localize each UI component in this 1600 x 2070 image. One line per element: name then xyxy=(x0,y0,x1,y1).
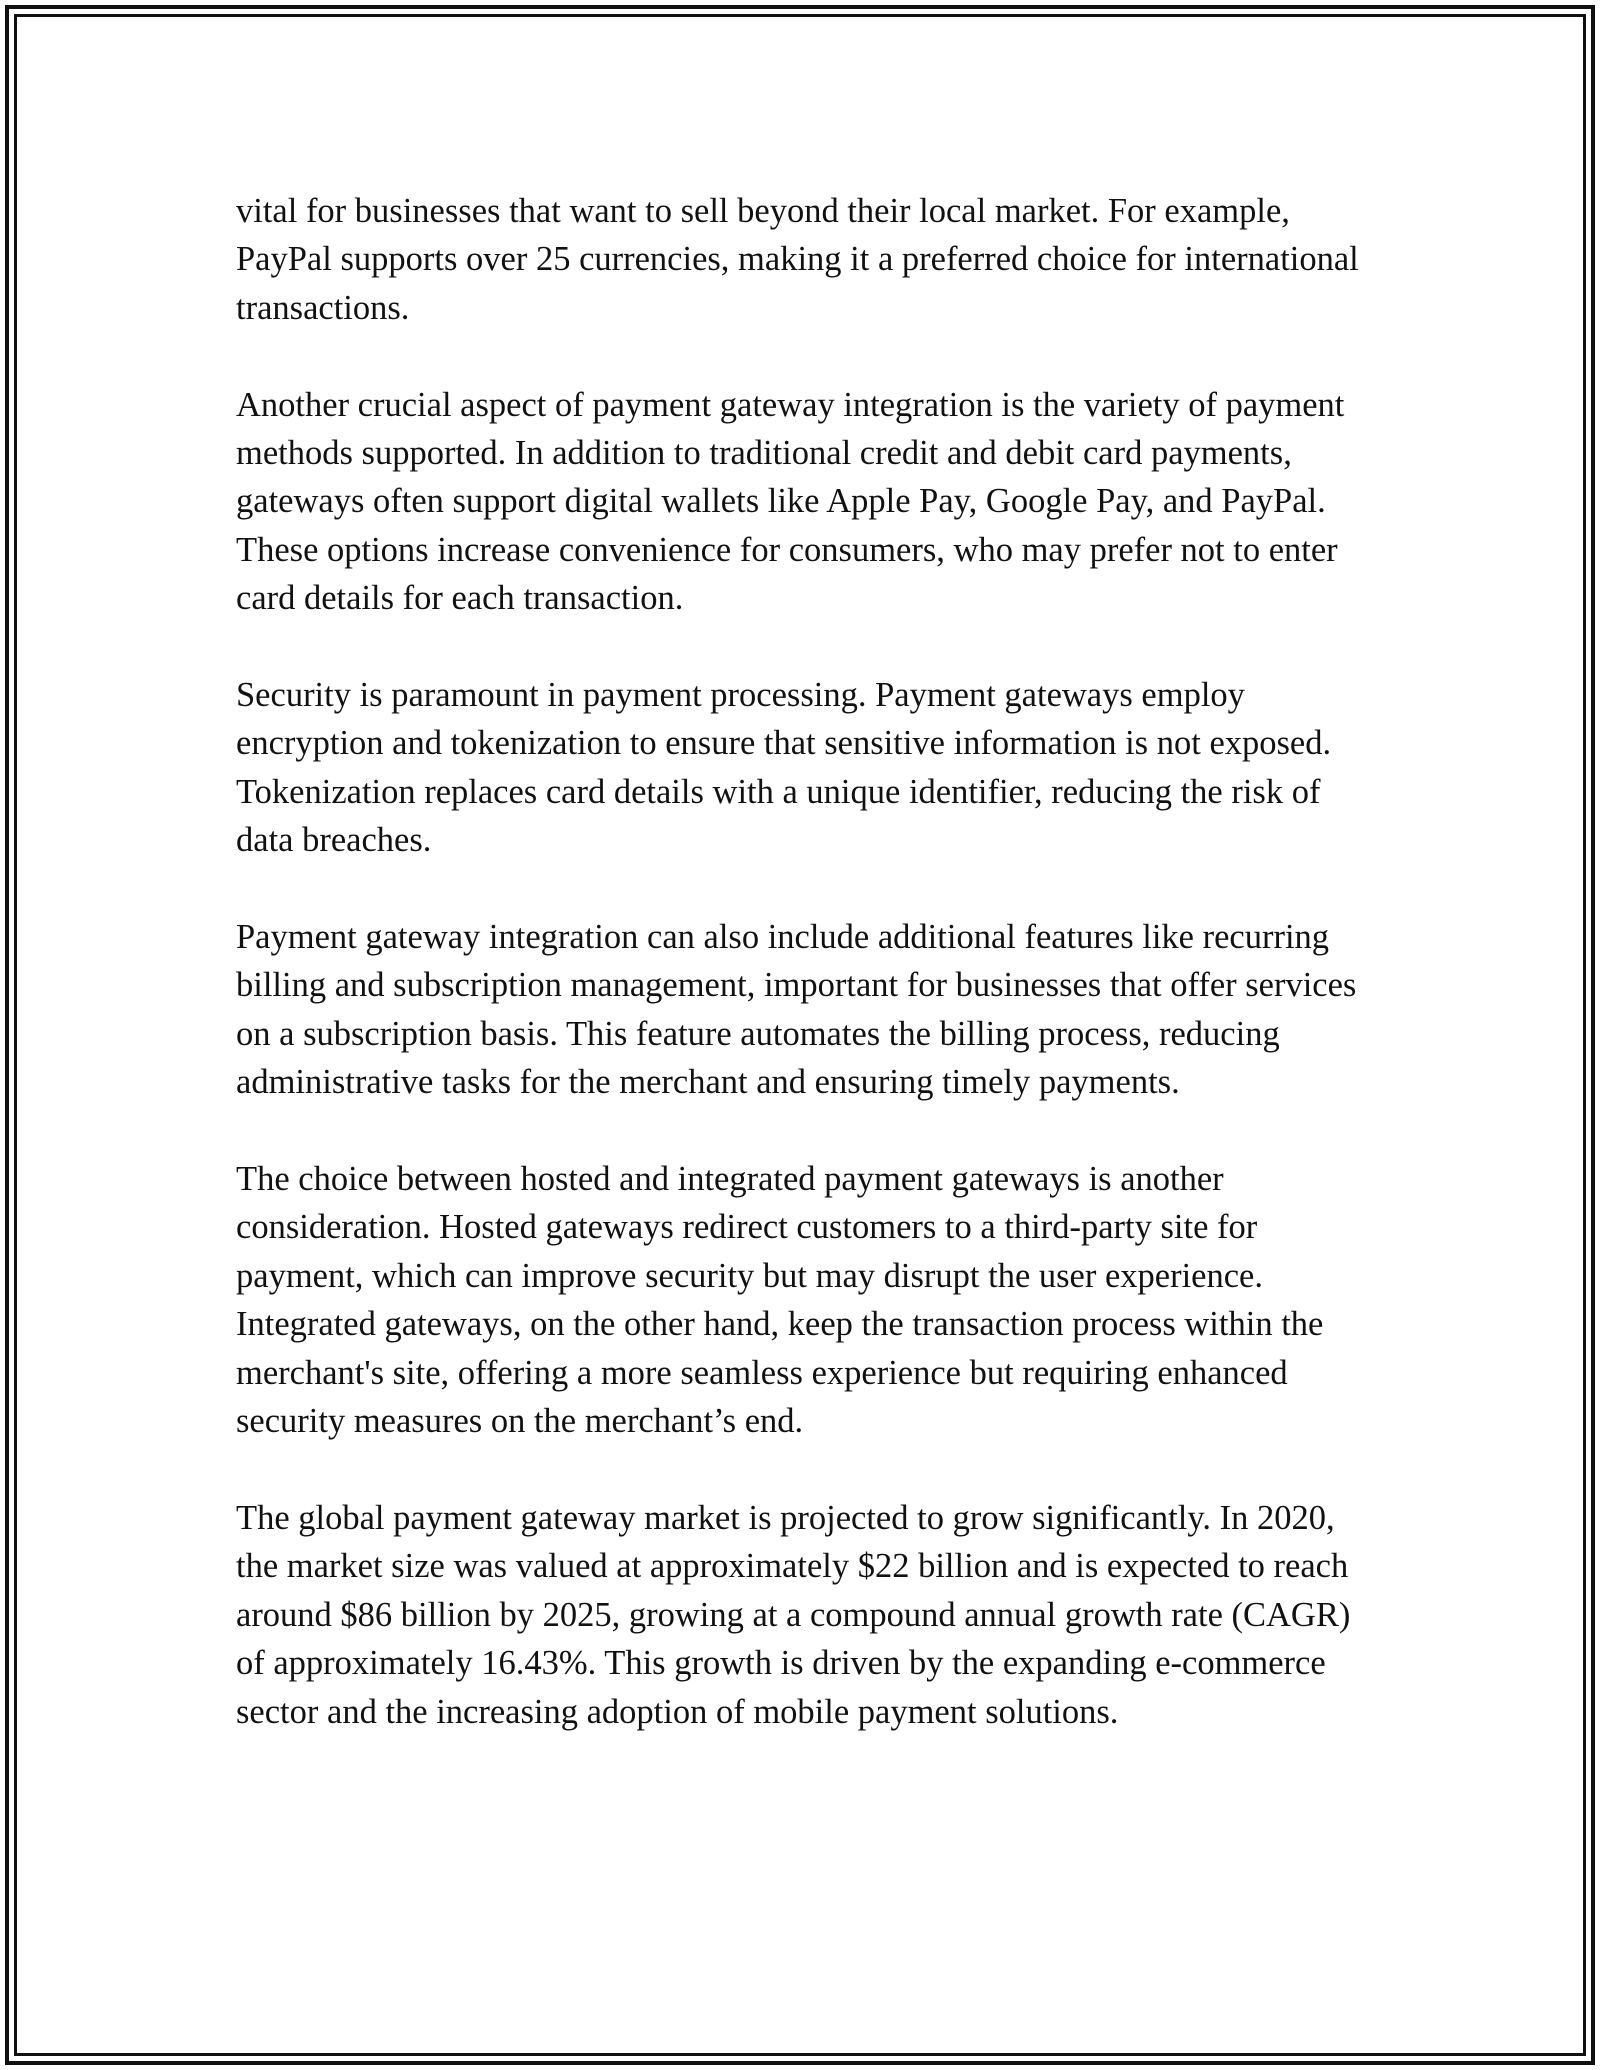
paragraph-hosted-vs-integrated: The choice between hosted and integrated payment gateways is another consideration. Hosted gateways redirect customers to a third-party site for payment, which can improve security but may disrupt the user experience. Integrated gateways, on the other hand, keep the transaction process within the merchant's site, offering a more seamless experience but requiring enhanced security measures on the merchant’s end. xyxy=(236,1160,1324,1441)
paragraph-security: Security is paramount in payment processing. Payment gateways employ encryption and tokenization to ensure that sensitive information is not exposed. Tokenization replaces card details with a unique identifier, reducing the risk of data breaches. xyxy=(236,676,1332,860)
paragraph-currencies: vital for businesses that want to sell beyond their local market. For example, PayPal supports over 25 currencies, making it a preferred choice for international transactions. xyxy=(236,192,1359,327)
body-text xyxy=(236,187,1376,1736)
paragraph-recurring-billing: Payment gateway integration can also include additional features like recurring billing and subscription management, important for businesses that offer services on a subscription basis. This feature automates the billing process, reducing administrative tasks for the merchant and ensuring timely payments. xyxy=(236,918,1357,1102)
paragraph-market-growth: The global payment gateway market is projected to grow significantly. In 2020, the market size was valued at approximately $22 billion and is expected to reach around $86 billion by 2025, growing at a compound annual growth rate (CAGR) of approximately 16.43%. This growth is driven by the expanding e-commerce sector and the increasing adoption of mobile payment solutions. xyxy=(236,1498,1351,1731)
paragraph-payment-methods: Another crucial aspect of payment gateway integration is the variety of payment methods supported. In addition to traditional credit and debit card payments, gateways often support digital wallets like Apple Pay, Google Pay, and PayPal. These options increase convenience for consumers, who may prefer not to enter card details for each transaction. xyxy=(236,385,1345,618)
